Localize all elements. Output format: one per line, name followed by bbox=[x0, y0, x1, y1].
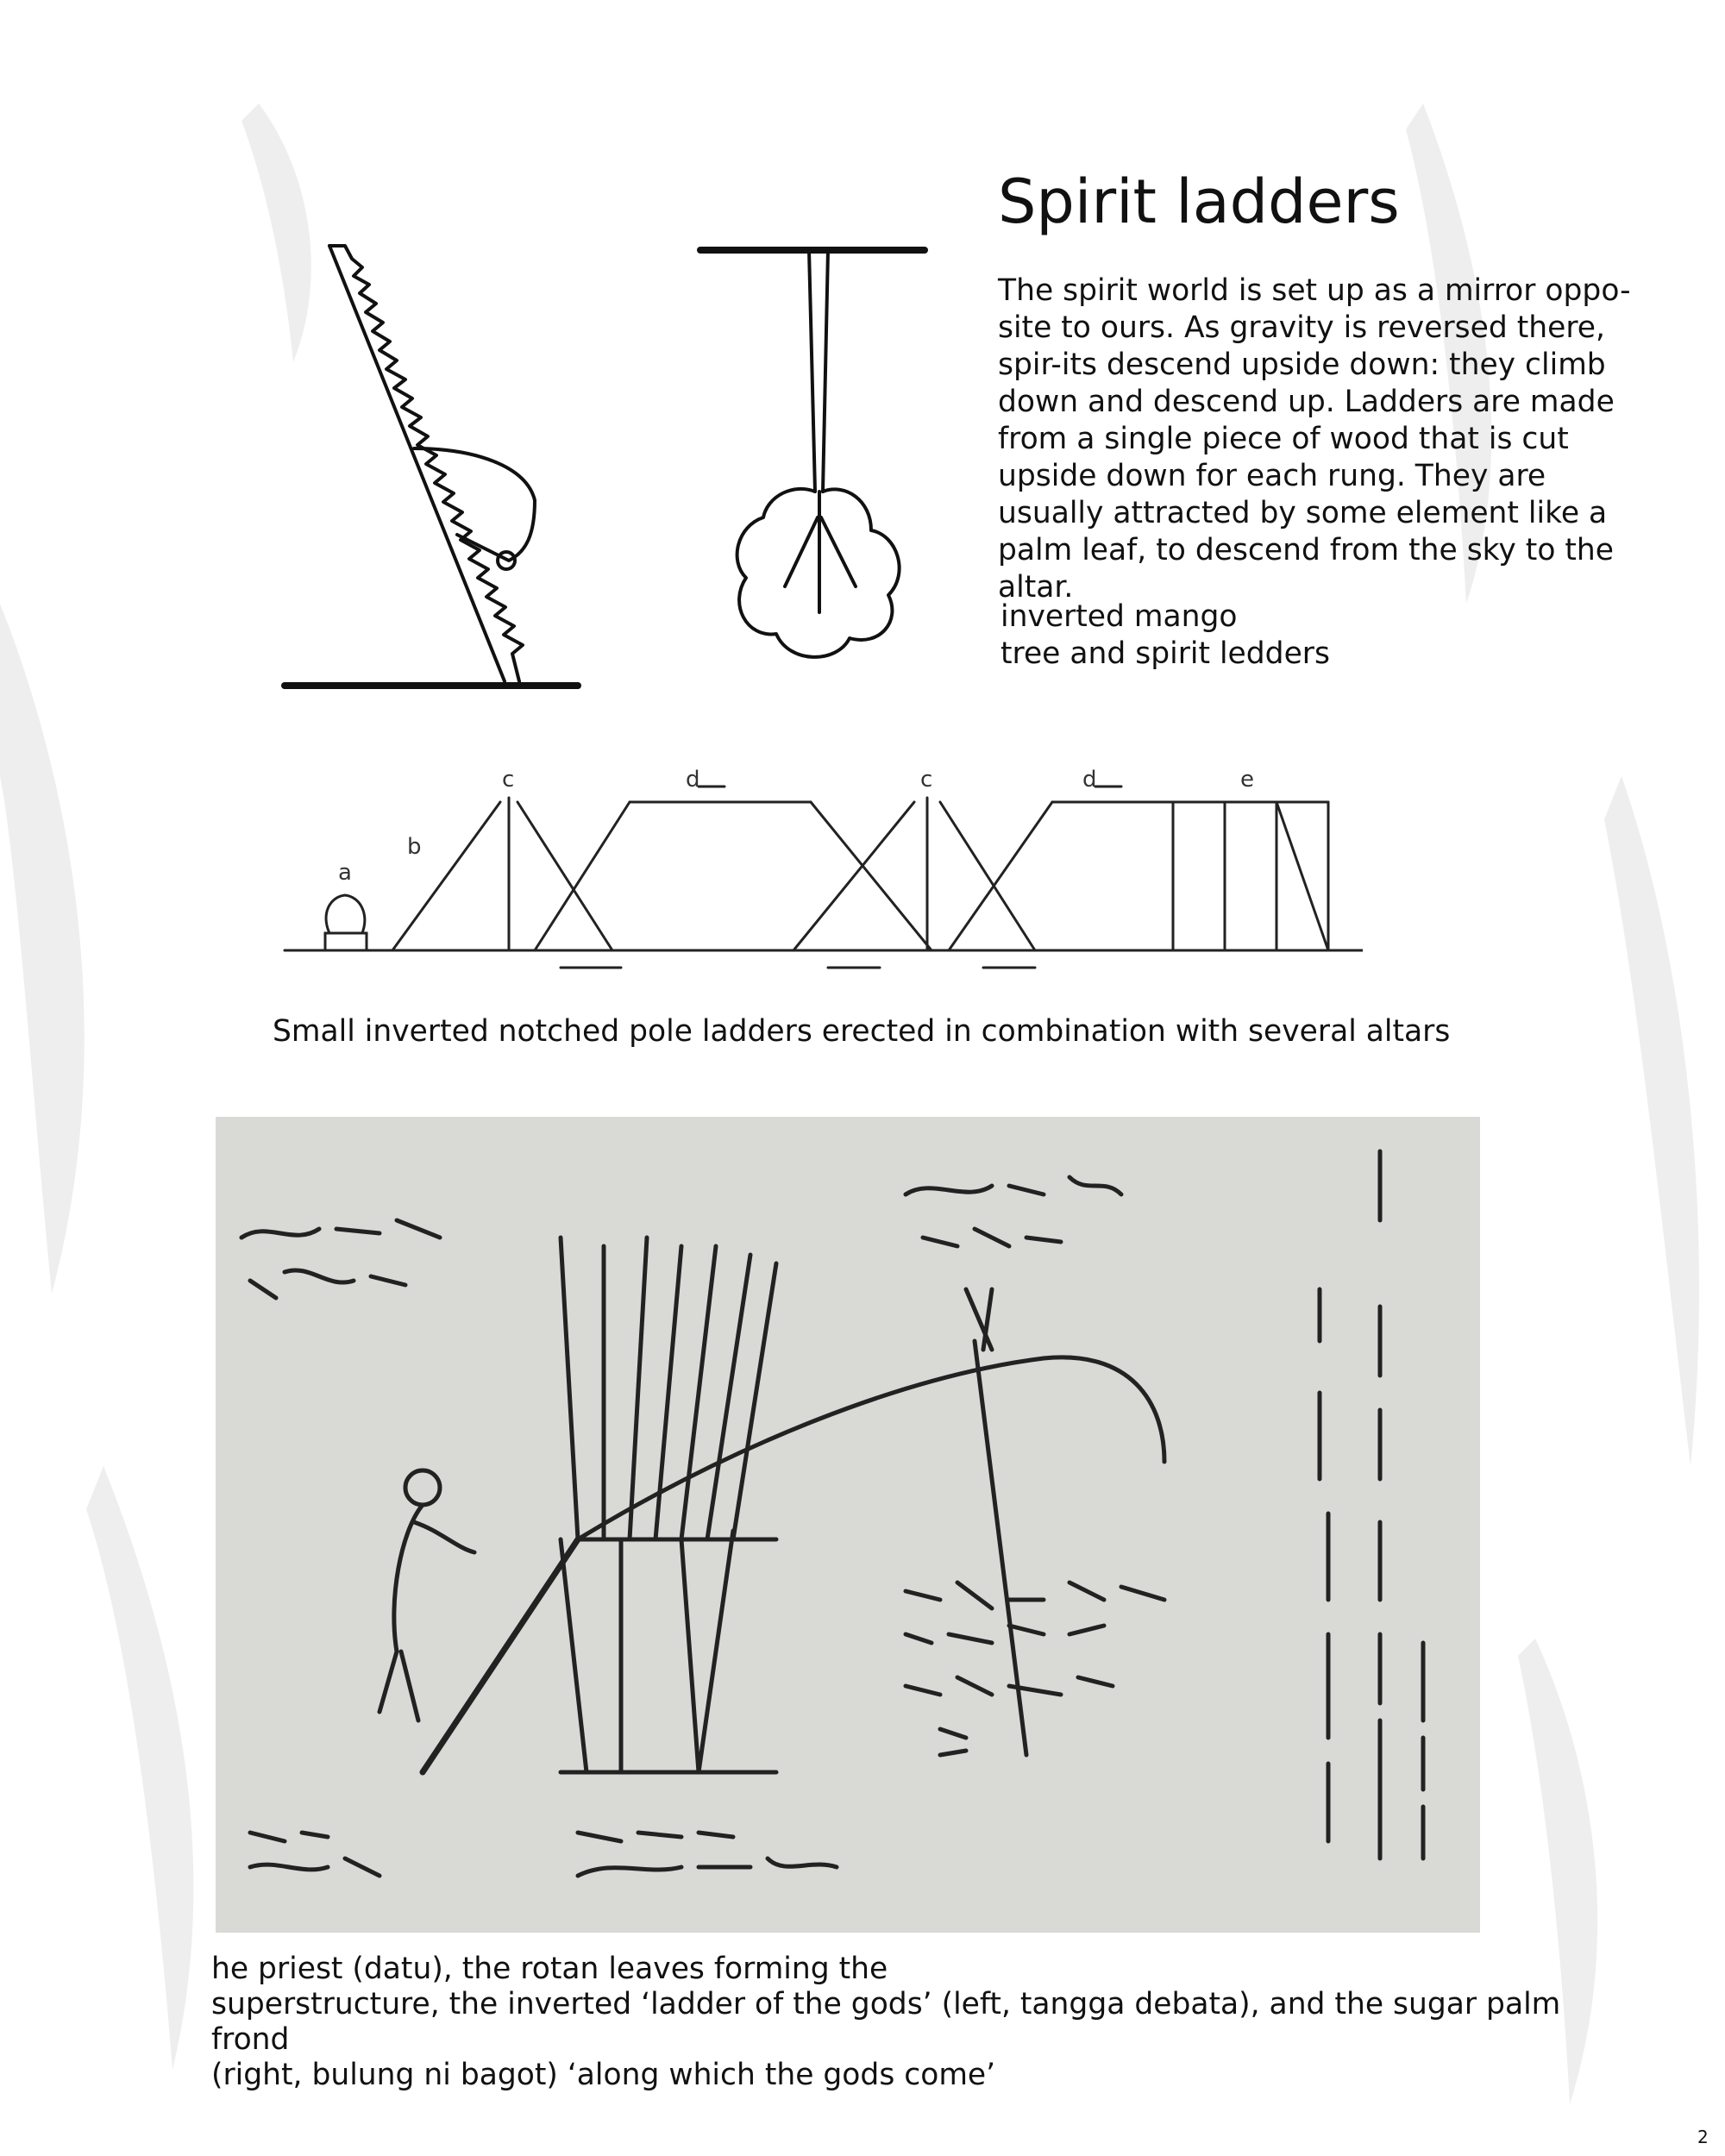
page-number: 2 bbox=[1697, 2127, 1709, 2147]
altar-label-a: a bbox=[338, 860, 352, 886]
mango-caption-line-2: tree and spirit ledders bbox=[1000, 636, 1330, 671]
altar-label-c-2: c bbox=[920, 767, 933, 793]
altar-ladders-diagram bbox=[276, 750, 1363, 1000]
mango-tree-caption bbox=[1000, 599, 1432, 673]
page-title: Spirit ladders bbox=[998, 166, 1400, 237]
altar-label-c-1: c bbox=[502, 767, 515, 793]
altar-label-d-1: d bbox=[686, 767, 700, 793]
altar-label-e: e bbox=[1240, 767, 1254, 793]
photo-caption-line-2: superstructure, the inverted ‘ladder of the gods’ (left, tangga debata), and the sugar palm frond bbox=[211, 1987, 1561, 2057]
altar-label-b: b bbox=[407, 834, 422, 860]
altar-caption: Small inverted notched pole ladders erected in combination with several altars bbox=[273, 1014, 1451, 1049]
photo-caption bbox=[211, 1952, 1591, 2093]
mango-caption-line-1: inverted mango bbox=[1000, 599, 1238, 634]
manuscript-drawing bbox=[216, 1117, 1480, 1933]
photo-caption-line-1: he priest (datu), the rotan leaves forming the bbox=[211, 1952, 888, 1986]
photo-caption-line-3: (right, bulung ni bagot) ‘along which the gods come’ bbox=[211, 2058, 996, 2092]
manuscript-drawing-photo bbox=[216, 1117, 1480, 1933]
body-paragraph: The spirit world is set up as a mirror oppo-site to ours. As gravity is reversed there, spir-its descend upside down: they climb down and descend up. Ladders are made from a single piece of wood that is cut upside down for each rung. They are usually attracted by some element like a palm leaf, to descend from the sky to the altar. bbox=[998, 273, 1631, 605]
spirit-ladders-illustration bbox=[276, 233, 949, 699]
altar-label-d-2: d bbox=[1082, 767, 1097, 793]
